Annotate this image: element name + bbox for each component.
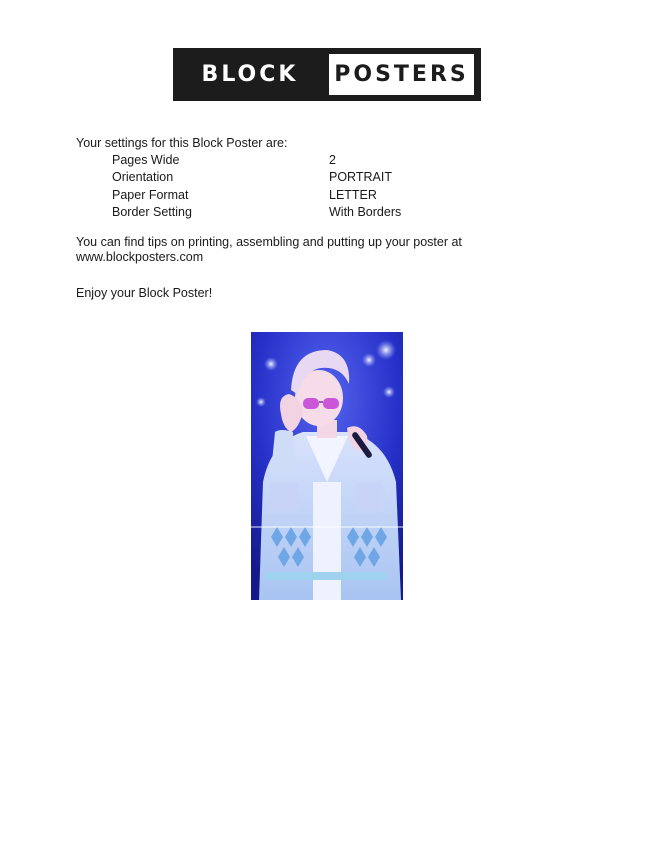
logo-word-block: BLOCK — [201, 62, 299, 87]
website-link[interactable]: www.blockposters.com — [76, 249, 204, 264]
poster-preview-image — [251, 332, 403, 600]
poster-photo — [251, 332, 403, 600]
setting-label: Paper Format — [112, 187, 189, 202]
setting-value: LETTER — [329, 187, 377, 202]
setting-row-orientation — [112, 170, 401, 187]
block-posters-logo — [173, 48, 481, 101]
setting-value: PORTRAIT — [329, 170, 392, 185]
tips-paragraph — [76, 235, 516, 264]
enjoy-message: Enjoy your Block Poster! — [76, 286, 213, 300]
logo-word-posters: POSTERS — [329, 54, 474, 95]
settings-list — [112, 153, 401, 222]
setting-value: With Borders — [329, 204, 402, 219]
tips-text: You can find tips on printing, assembling and putting up your poster at — [76, 235, 462, 249]
settings-intro: Your settings for this Block Poster are: — [76, 136, 288, 150]
setting-value: 2 — [329, 153, 336, 167]
setting-row-paper-format — [112, 188, 401, 205]
setting-row-border-setting — [112, 205, 401, 222]
setting-label: Orientation — [112, 170, 174, 185]
setting-row-pages-wide — [112, 153, 401, 170]
setting-label: Pages Wide — [112, 153, 180, 167]
setting-label: Border Setting — [112, 204, 192, 219]
